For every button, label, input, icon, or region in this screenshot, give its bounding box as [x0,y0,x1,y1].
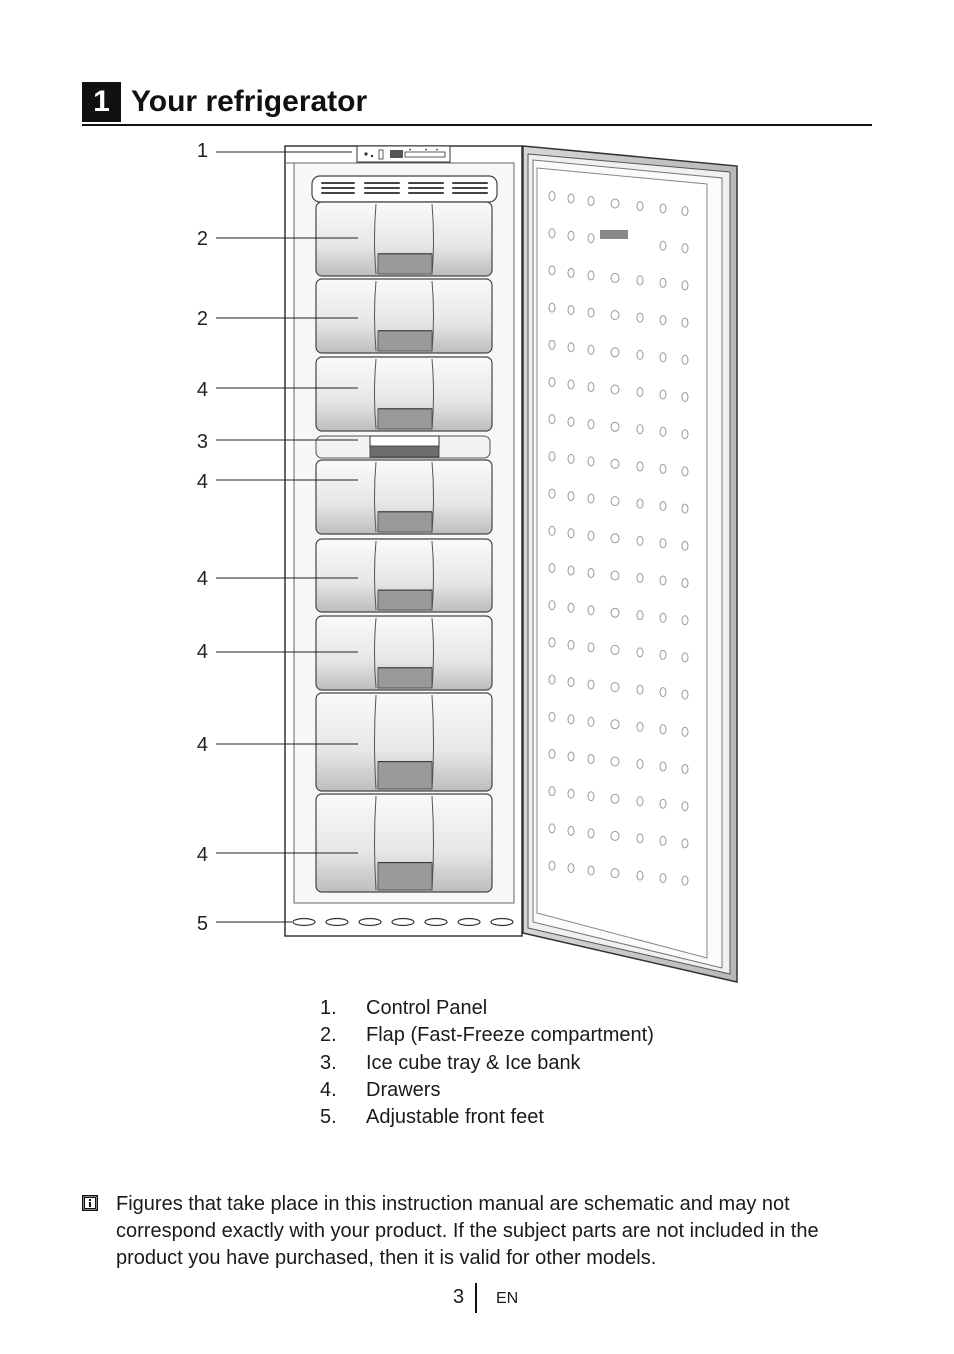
drawer [316,202,492,276]
legend-item: 4. Drawers [320,1078,441,1101]
legend-item: 2. Flap (Fast-Freeze compartment) [320,1024,654,1047]
front-foot [293,919,315,926]
drawer [316,616,492,690]
callout-number: 1 [196,140,208,162]
callout-number: 4 [196,379,208,401]
vent-grille [312,176,497,202]
front-foot [425,919,447,926]
section-title: Your refrigerator [131,85,368,118]
drawer [316,794,492,892]
front-foot [458,919,480,926]
control-panel [357,146,450,162]
drawer [316,357,492,431]
callout-number: 4 [196,568,208,590]
callout [197,913,292,935]
section-number: 1 [82,82,121,122]
drawer [316,460,492,534]
language-code: EN [496,1290,519,1307]
front-foot [392,919,414,926]
callout-number: 2 [196,228,208,250]
page-footer [0,1283,954,1315]
footer-divider [475,1283,477,1313]
front-foot [326,919,348,926]
callout-number: 4 [196,844,208,866]
note-text: Figures that take place in this instruction manual are schematic and may not correspond exactly with your product. If the subject parts are not included in the product you have purchased, then it is valid for other models. [116,1193,819,1269]
front-foot [491,919,513,926]
callout-number: 3 [196,431,208,453]
callout-number: 4 [196,471,208,493]
front-foot [359,919,381,926]
open-door [523,146,737,982]
refrigerator-diagram [0,130,954,990]
drawer [316,279,492,353]
callout-number: 2 [196,308,208,330]
legend-item: 5. Adjustable front feet [320,1106,544,1129]
drawer [316,693,492,791]
legend-item: 1. Control Panel [320,997,488,1019]
info-icon [82,1195,98,1211]
ice-cube-tray [316,436,490,458]
page-number: 3 [453,1286,465,1308]
callout-number: 4 [196,734,208,756]
callout-number: 4 [196,641,208,663]
drawer [316,539,492,612]
callout-number: 5 [196,913,208,935]
parts-legend [320,995,654,1131]
section-header [82,80,872,126]
legend-item: 3. Ice cube tray & Ice bank [320,1051,581,1074]
drawers [316,202,492,892]
